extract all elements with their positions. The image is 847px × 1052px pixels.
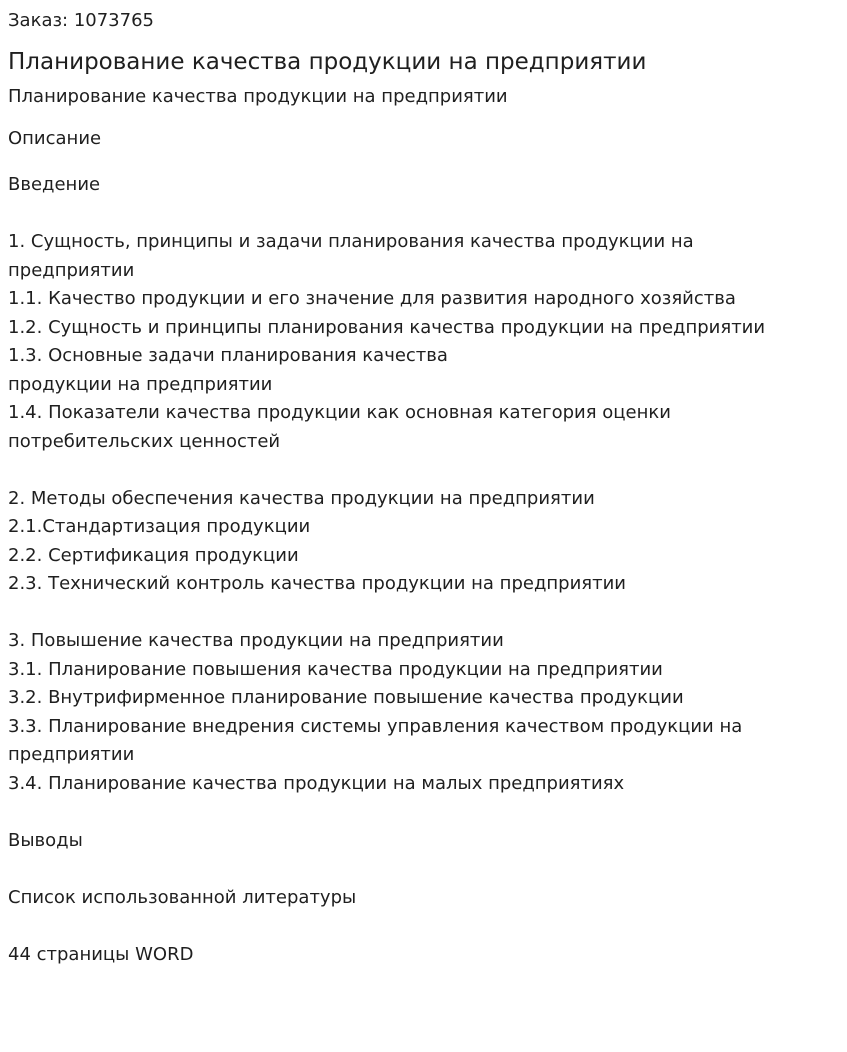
toc-line: 1.4. Показатели качества продукции как основная категория оценки xyxy=(8,402,671,423)
toc-line: 1.1. Качество продукции и его значение для развития народного хозяйства xyxy=(8,288,736,309)
table-of-contents xyxy=(8,171,839,969)
page-title: Планирование качества продукции на предприятии xyxy=(8,49,647,75)
toc-line: Выводы xyxy=(8,829,83,851)
toc-line: потребительских ценностей xyxy=(8,430,281,452)
spacer xyxy=(8,798,839,827)
toc-line: 3.3. Планирование внедрения системы управления качеством продукции на xyxy=(8,715,743,737)
toc-line: 1.3. Основные задачи планирования качества xyxy=(8,345,448,366)
toc-line: 2. Методы обеспечения качества продукции на предприятии xyxy=(8,487,595,509)
toc-line: Список использованной литературы xyxy=(8,886,357,908)
toc-line: 3.4. Планирование качества продукции на малых предприятиях xyxy=(8,772,625,794)
toc-line: 3.2. Внутрифирменное планирование повышение качества продукции xyxy=(8,687,684,708)
toc-line: продукции на предприятии xyxy=(8,373,273,395)
toc-line: 2.2. Сертификация продукции xyxy=(8,544,299,566)
toc-line: 1. Сущность, принципы и задачи планирования качества продукции на xyxy=(8,231,694,252)
page-subtitle: Планирование качества продукции на предприятии xyxy=(8,86,508,107)
spacer xyxy=(8,200,839,229)
page-count: 44 страницы WORD xyxy=(8,943,194,965)
toc-line: предприятии xyxy=(8,259,135,281)
toc-line: 1.2. Сущность и принципы планирования качества продукции на предприятии xyxy=(8,316,766,338)
description-heading: Описание xyxy=(8,128,102,149)
toc-line: предприятии xyxy=(8,744,135,765)
spacer xyxy=(8,456,839,485)
spacer xyxy=(8,599,839,628)
toc-line: Введение xyxy=(8,174,101,195)
toc-line: 3. Повышение качества продукции на предприятии xyxy=(8,630,504,651)
spacer xyxy=(8,855,839,884)
order-number: Заказ: 1073765 xyxy=(8,10,154,31)
spacer xyxy=(8,912,839,941)
toc-line: 2.3. Технический контроль качества продукции на предприятии xyxy=(8,573,627,594)
toc-line: 3.1. Планирование повышения качества продукции на предприятии xyxy=(8,658,663,680)
toc-line: 2.1.Стандартизация продукции xyxy=(8,516,311,537)
